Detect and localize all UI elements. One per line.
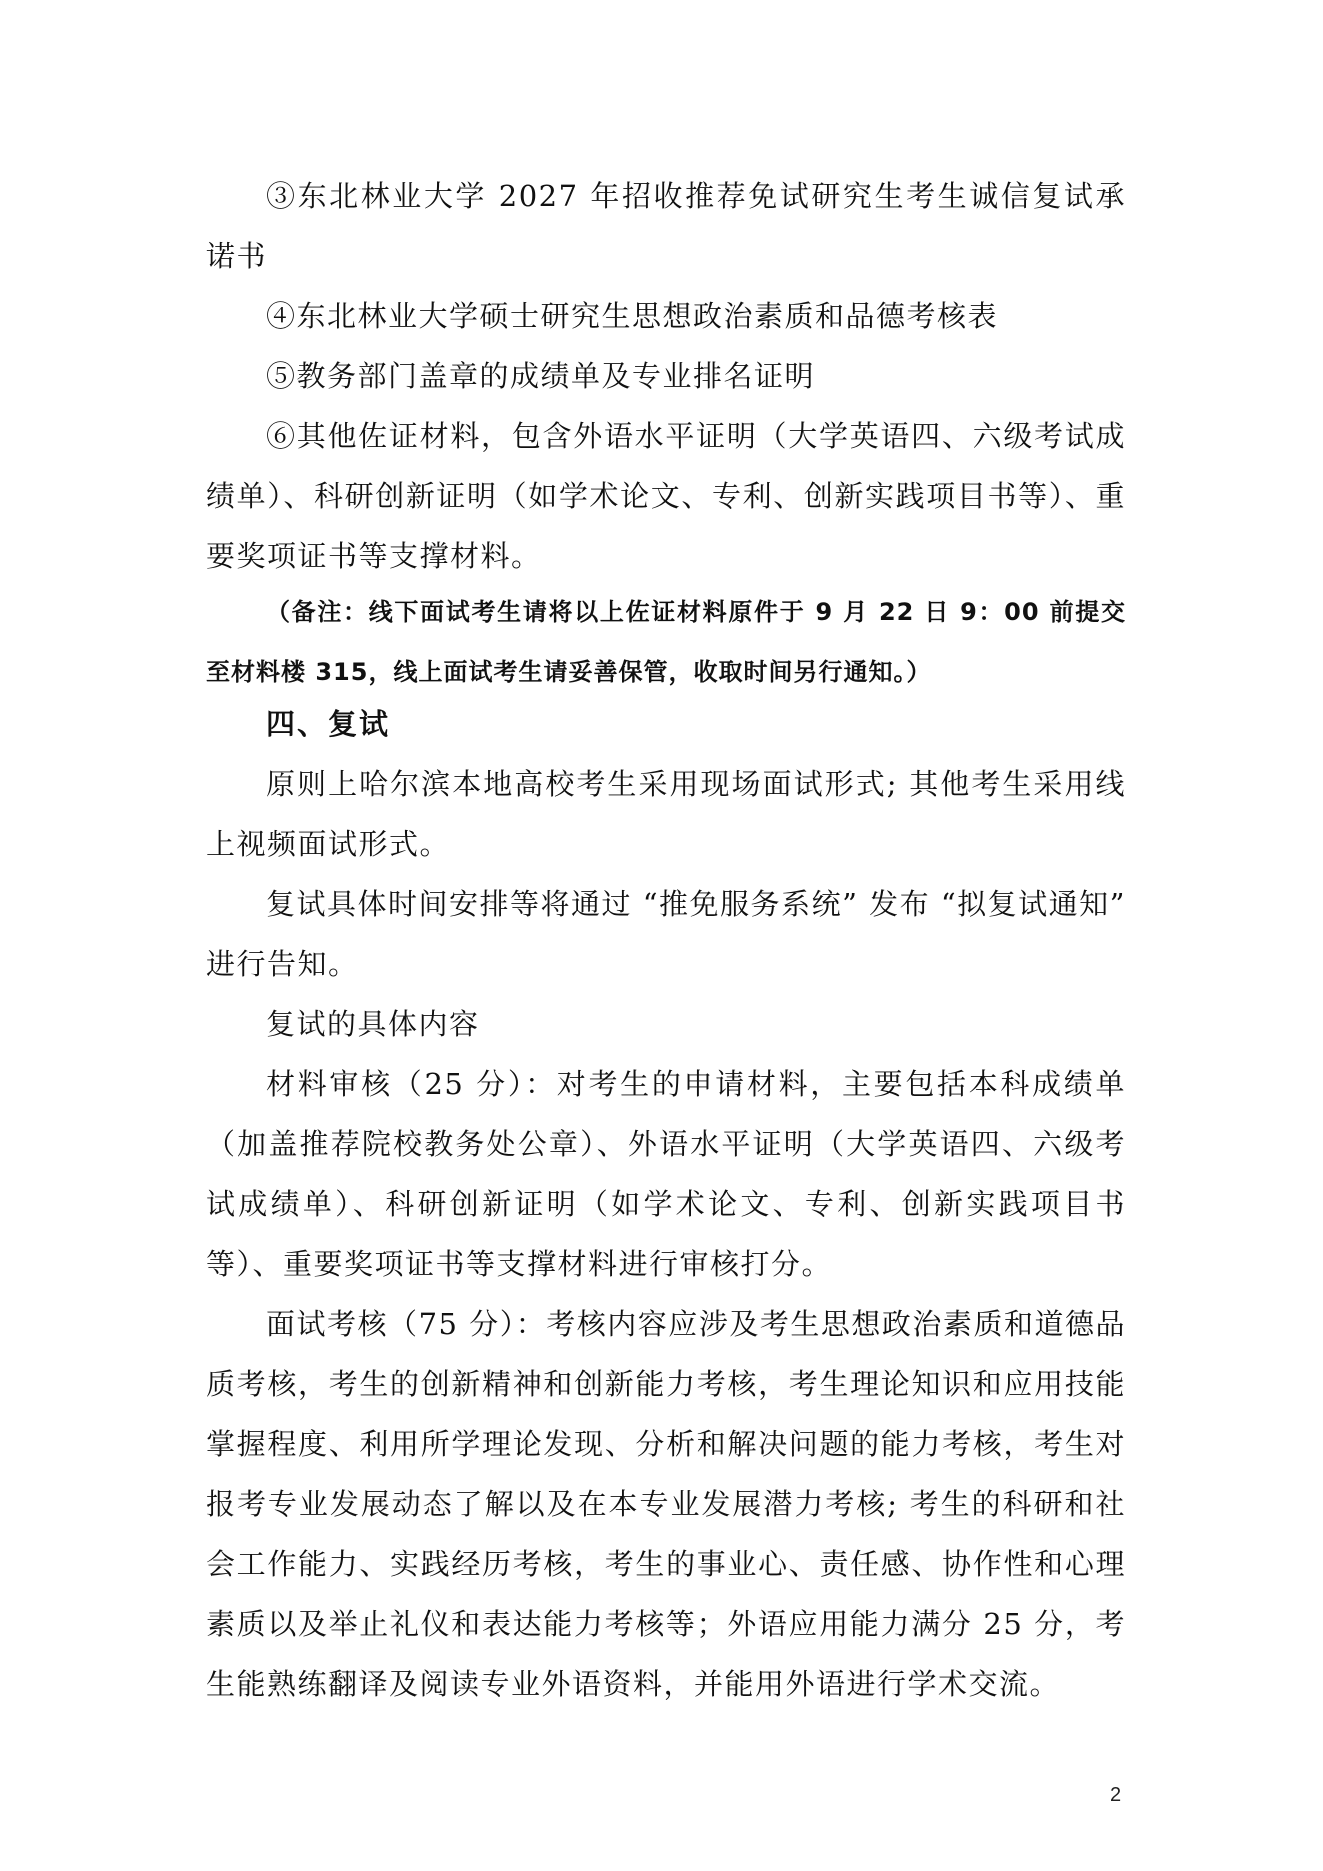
paragraph-material-review: 材料审核（25 分）：对考生的申请材料，主要包括本科成绩单（加盖推荐院校教务处公章）、外语水平证明（大学英语四、六级考试成绩单）、科研创新证明（如学术论文、专利、创新实践项目书等）、重要奖项证书等支撑材料进行审核打分。 <box>206 1067 1126 1281</box>
item-list <box>206 166 1126 586</box>
section-heading: 四、复试 <box>266 707 391 741</box>
item-4: ④东北林业大学硕士研究生思想政治素质和品德考核表 <box>266 299 999 333</box>
note-block <box>206 582 1126 702</box>
paragraph-schedule: 复试具体时间安排等将通过 “推免服务系统” 发布 “拟复试通知” 进行告知。 <box>206 887 1126 981</box>
item-3: ③东北林业大学 2027 年招收推荐免试研究生考生诚信复试承诺书 <box>206 179 1126 273</box>
paragraph-format: 原则上哈尔滨本地高校考生采用现场面试形式; 其他考生采用线上视频面试形式。 <box>206 767 1126 861</box>
paragraph-interview: 面试考核（75 分）：考核内容应涉及考生思想政治素质和道德品质考核，考生的创新精神和创新能力考核，考生理论知识和应用技能掌握程度、利用所学理论发现、分析和解决问题的能力考核，考生对报考专业发展动态了解以及在本专业发展潜力考核; 考生的科研和社会工作能力、实践经历考核，考生的事业心、责任感、协作性和心理素质以及举止礼仪和表达能力考核等；外语应用能力满分 25 分，考生能熟练翻译及阅读专业外语资料，并能用外语进行学术交流。 <box>206 1307 1126 1701</box>
item-5: ⑤教务部门盖章的成绩单及专业排名证明 <box>266 359 816 393</box>
paragraph-content-heading: 复试的具体内容 <box>266 1007 480 1041</box>
remark-note: （备注：线下面试考生请将以上佐证材料原件于 9 月 22 日 9：00 前提交至材料楼 315，线上面试考生请妥善保管，收取时间另行通知。） <box>206 598 1126 686</box>
page-number: 2 <box>1110 1784 1122 1806</box>
section-block <box>206 694 1126 1714</box>
item-6: ⑥其他佐证材料，包含外语水平证明（大学英语四、六级考试成绩单）、科研创新证明（如学术论文、专利、创新实践项目书等）、重要奖项证书等支撑材料。 <box>206 419 1126 573</box>
